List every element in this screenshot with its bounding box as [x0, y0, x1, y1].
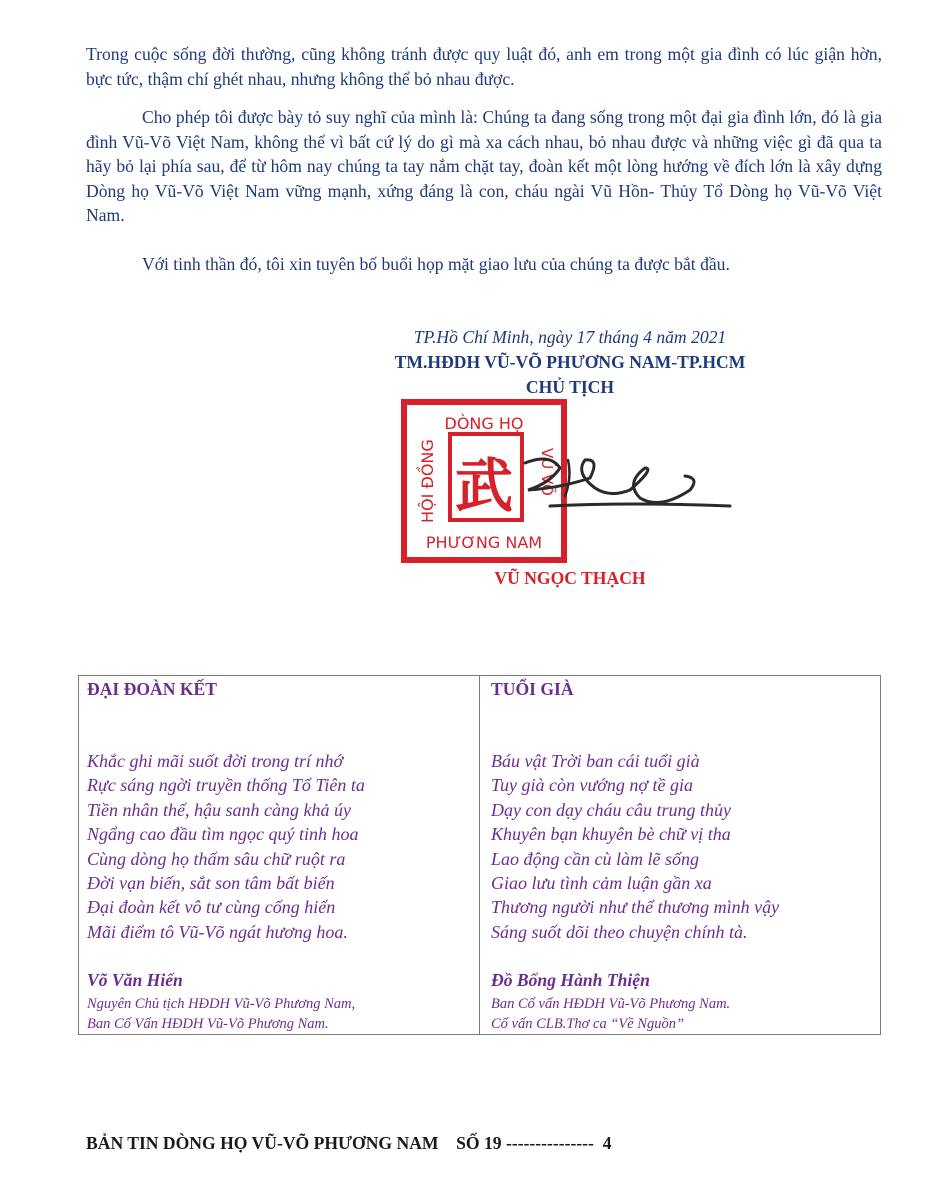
poem-table: [78, 675, 881, 1035]
poem-line: Cùng dòng họ thấm sâu chữ ruột ra: [87, 848, 346, 869]
organization-title: TM.HĐDH VŨ-VÕ PHƯƠNG NAM-TP.HCM: [394, 352, 746, 372]
page-number: 4: [602, 1133, 612, 1153]
poem-author: Võ Văn Hiến: [87, 970, 183, 990]
poem-line: Thương người như thể thương mình vậy: [491, 897, 780, 918]
poem-author-note: Nguyên Chủ tịch HĐDH Vũ-Võ Phương Nam,: [87, 996, 356, 1012]
poem-line: Sáng suốt dõi theo chuyện chính tà.: [491, 921, 748, 942]
poem-author-note: Ban Cố Vấn HĐDH Vũ-Võ Phương Nam.: [87, 1016, 329, 1032]
seal-character: 武: [454, 452, 514, 520]
poem-line: Tuy già còn vướng nợ tề gia: [491, 775, 694, 796]
role-title: CHỦ TỊCH: [525, 377, 615, 397]
seal-text-top: DÒNG HỌ: [444, 414, 524, 433]
poem-line: Đại đoàn kết vô tư cùng cống hiến: [87, 897, 336, 918]
poem-author-note: Ban Cố vấn HĐDH Vũ-Võ Phương Nam.: [491, 996, 731, 1012]
footer-newsletter-title: BẢN TIN DÒNG HỌ VŨ-VÕ PHƯƠNG NAM: [86, 1133, 439, 1153]
poem-title: ĐẠI ĐOÀN KẾT: [87, 679, 218, 699]
seal-and-signature: [400, 398, 740, 568]
signer-name: VŨ NGỌC THẠCH: [494, 568, 646, 588]
page-footer: [86, 1133, 611, 1154]
poem-line: Ngẩng cao đầu tìm ngọc quý tinh hoa: [87, 824, 359, 845]
poem-line: Báu vật Trời ban cái tuổi già: [491, 751, 700, 771]
poem-line: Tiền nhân thế, hậu sanh càng khả úy: [87, 799, 351, 820]
footer-issue: SỐ 19: [456, 1133, 502, 1153]
poem-title: TUỔI GIÀ: [491, 679, 574, 699]
place-date: TP.Hồ Chí Minh, ngày 17 tháng 4 năm 2021: [413, 327, 727, 347]
poem-line: Lao động cần cù làm lẽ sống: [491, 848, 699, 869]
signature-stroke-2: [550, 504, 730, 506]
footer-dashes: ---------------: [506, 1133, 594, 1153]
poem-line: Khuyên bạn khuyên bè chữ vị tha: [491, 824, 731, 845]
poem-line: Mãi điểm tô Vũ-Võ ngát hương hoa.: [87, 921, 348, 942]
poem-line: Dạy con dạy cháu câu trung thủy: [491, 799, 731, 820]
poem-lines: [87, 749, 365, 944]
paragraph-2: Cho phép tôi được bày tỏ suy nghĩ của mình là: Chúng ta đang sống trong một đại gia đình lớn, đó là gia đình Vũ-Võ Việt Nam, không thể vì bất cứ lý do gì mà xa cách nhau, bỏ nhau được và những việc gì đã qua ta hãy bỏ lại phía sau, để từ hôm nay chúng ta tay nắm chặt tay, đoàn kết một lòng hướng về đích lớn là xây dựng Dòng họ Vũ-Võ Việt Nam vững mạnh, xứng đáng là con, cháu ngài Vũ Hồn- Thủy Tổ Dòng họ Vũ-Võ Việt Nam.: [86, 107, 882, 225]
paragraph-1: Trong cuộc sống đời thường, cũng không tránh được quy luật đó, anh em trong một gia đình có lúc giận hờn, bực tức, thậm chí ghét nhau, nhưng không thể bỏ nhau được.: [86, 44, 882, 89]
poem-line: Khắc ghi mãi suốt đời trong trí nhớ: [87, 751, 344, 771]
poem-lines: [491, 749, 779, 944]
paragraph-3: Với tinh thần đó, tôi xin tuyên bố buổi họp mặt giao lưu của chúng ta được bắt đầu.: [142, 254, 730, 274]
seal-graphic: [400, 398, 740, 568]
seal-text-right: VŨ VÕ: [538, 448, 556, 496]
poem-author: Đồ Bổng Hành Thiện: [491, 970, 650, 990]
poem-line: Giao lưu tình cảm luận gần xa: [491, 872, 712, 893]
seal-text-left: HỘI ĐỒNG: [418, 439, 437, 523]
poem-table-divider: [479, 676, 480, 1034]
seal-text-bottom: PHƯƠNG NAM: [425, 533, 543, 552]
poem-line: Đời vạn biến, sắt son tâm bất biến: [87, 872, 335, 893]
poem-author-note: Cố vấn CLB.Thơ ca “Về Nguồn”: [491, 1016, 685, 1032]
poem-line: Rực sáng ngời truyền thống Tổ Tiên ta: [87, 775, 365, 796]
